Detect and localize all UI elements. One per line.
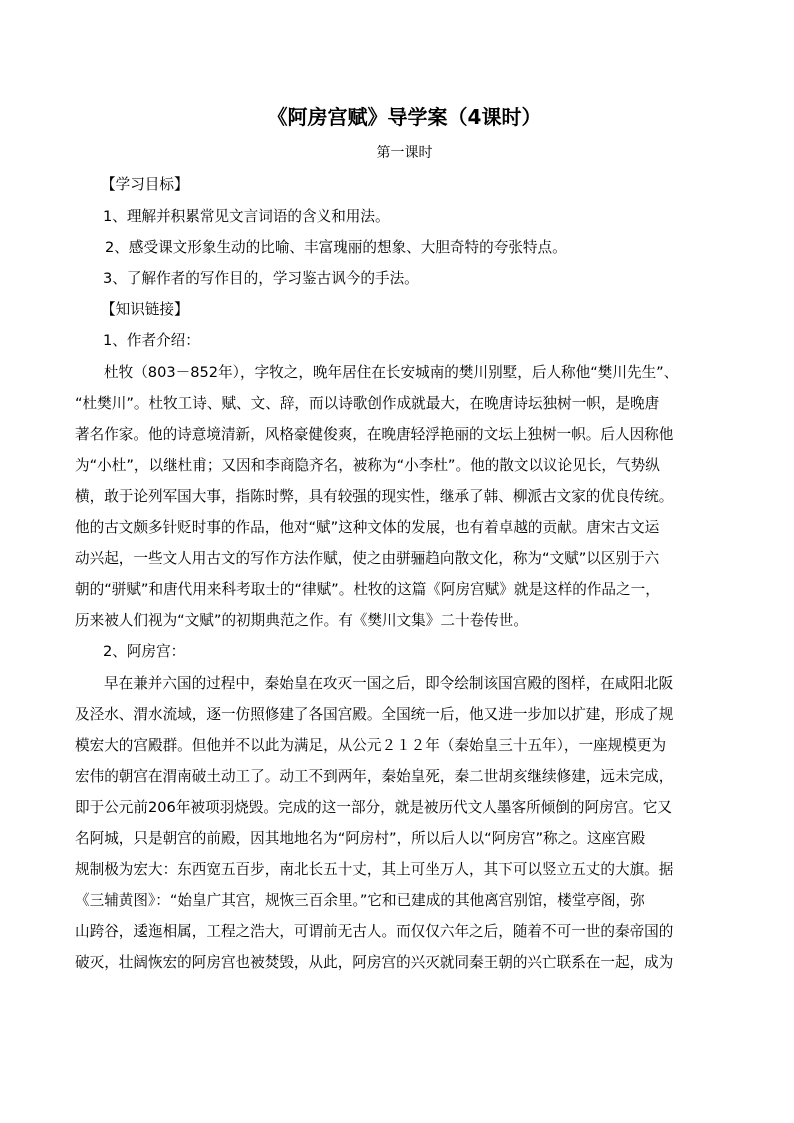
goal-item: 2、感受课文形象生动的比喻、丰富瑰丽的想象、大胆奇特的夸张特点。 [105, 239, 567, 256]
paragraph-line: 早在兼并六国的过程中，秦始皇在攻灭一国之后，即令绘制该国宫殿的图样，在咸阳北阪 [104, 675, 674, 692]
document-title: 《阿房宫赋》导学案（4课时） [267, 105, 542, 129]
paragraph-line: 为“小杜”，以继杜甫；又因和李商隐齐名，被称为“小李杜”。他的散文以议论见长，气势纵 [75, 457, 660, 474]
paragraph-line: 杜牧（803－852年），字牧之，晚年居住在长安城南的樊川别墅，后人称他“樊川先生”、 [104, 364, 679, 381]
paragraph-line: 横，敢于论列军国大事，指陈时弊，具有较强的现实性，继承了韩、柳派古文家的优良传统。 [75, 488, 674, 505]
paragraph-line: 他的古文颇多针贬时事的作品，他对“赋”这种文体的发展，也有着卓越的贡献。唐宋古文运 [75, 519, 660, 536]
author-paragraph [75, 357, 734, 636]
knowledge-heading: 【知识链接】 [101, 301, 189, 318]
paragraph-line: 名阿城，只是朝宫的前殿，因其地地名为“阿房村”，所以后人以“阿房宫”称之。这座宫殿 [75, 830, 646, 847]
lesson-subtitle: 第一课时 [376, 145, 433, 161]
paragraph-line: 及泾水、渭水流域，逐一仿照修建了各国宫殿。全国统一后，他又进一步加以扩建，形成了规 [75, 706, 674, 723]
paragraph-line: 山跨谷，逶迤相属，工程之浩大，可谓前无古人。而仅仅六年之后，随着不可一世的秦帝国的 [75, 923, 674, 940]
paragraph-line: 著名作家。他的诗意境清新，风格豪健俊爽，在晚唐轻浮艳丽的文坛上独树一帜。后人因称他 [75, 426, 674, 443]
paragraph-line: 朝的“骈赋”和唐代用来科考取士的“律赋”。杜牧的这篇《阿房宫赋》就是这样的作品之一， [75, 581, 660, 598]
paragraph-line: 破灭，壮阔恢宏的阿房宫也被焚毁，从此，阿房宫的兴灭就同秦王朝的兴亡联系在一起，成为 [75, 954, 674, 971]
paragraph-line: 模宏大的宫殿群。但他并不以此为满足，从公元２１２年（秦始皇三十五年），一座规模更为 [75, 737, 667, 754]
paragraph-line: 动兴起，一些文人用古文的写作方法作赋，使之由骈骊趋向散文化，称为“文赋”以区别于六 [75, 550, 660, 567]
palace-paragraph [75, 668, 734, 978]
author-heading: 1、作者介绍： [103, 332, 200, 349]
paragraph-line: 规制极为宏大：东西宽五百步，南北长五十丈，其上可坐万人，其下可以竖立五丈的大旗。据 [75, 861, 674, 878]
paragraph-line: 《三辅黄图》：“始皇广其宫，规恢三百余里。”它和已建成的其他离宫别馆，楼堂亭阁，弥 [75, 892, 645, 909]
palace-heading: 2、阿房宫： [103, 643, 186, 660]
paragraph-line: 历来被人们视为“文赋”的初期典范之作。有《樊川文集》二十卷传世。 [75, 612, 528, 629]
goal-item: 1、理解并积累常见文言词语的含义和用法。 [103, 208, 390, 225]
goals-heading: 【学习目标】 [101, 176, 189, 193]
paragraph-line: 即于公元前206年被项羽烧毁。完成的这一部分，就是被历代文人墨客所倾倒的阿房宫。它又 [75, 799, 673, 816]
goal-item: 3、了解作者的写作目的，学习鉴古讽今的手法。 [103, 270, 419, 287]
paragraph-line: “杜樊川”。杜牧工诗、赋、文、辞，而以诗歌创作成就最大，在晚唐诗坛独树一帜，是晚唐 [75, 395, 660, 412]
paragraph-line: 宏伟的朝宫在渭南破土动工了。动工不到两年，秦始皇死，秦二世胡亥继续修建，远未完成， [75, 768, 674, 785]
